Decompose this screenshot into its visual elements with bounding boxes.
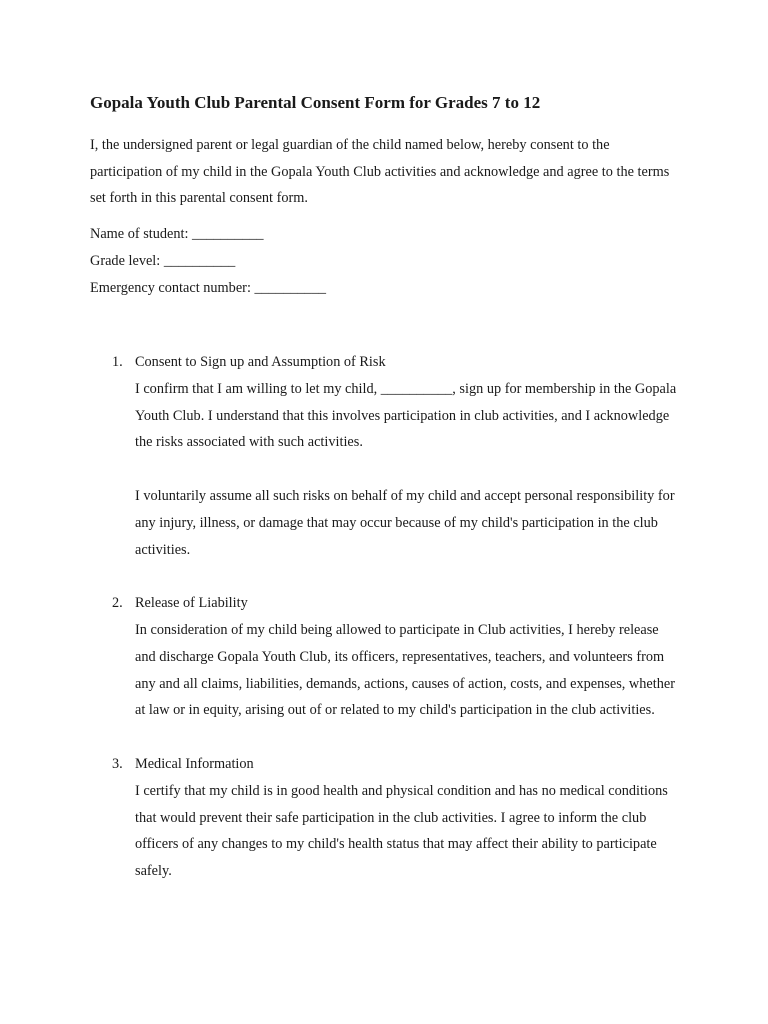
numbered-sections	[90, 349, 680, 885]
grade-level-field	[90, 248, 680, 275]
section-heading: Medical Information	[135, 755, 254, 772]
section-heading: Release of Liability	[135, 595, 248, 612]
section-spacer	[90, 563, 680, 590]
section-paragraph: In consideration of my child being allowed to participate in Club activities, I hereby release and discharge Gopala Youth Club, its officers, representatives, teachers, and volunteers from any and all claims, liabilities, demands, actions, causes of action, costs, and expenses, whether at law or in equity, arising out of or related to my child's participation in the club activities.	[135, 621, 675, 719]
emergency-contact-field	[90, 275, 680, 302]
student-name-blank: __________	[192, 226, 264, 242]
intro-paragraph: I, the undersigned parent or legal guardian of the child named below, hereby consent to the participation of my child in the Gopala Youth Club activities and acknowledge and agree to the terms set forth in this parental consent form.	[90, 137, 670, 206]
paragraph-spacer	[135, 456, 680, 483]
student-info-fields	[90, 221, 680, 302]
section-paragraph: I certify that my child is in good health and physical condition and has no medical conditions that would prevent their safe participation in the club activities. I agree to inform the club officers of any changes to my child's health status that may affect their ability to participate safely.	[135, 782, 668, 880]
emergency-contact-blank: __________	[254, 280, 326, 296]
section-heading: Consent to Sign up and Assumption of Risk	[135, 354, 386, 370]
grade-level-label: Grade level:	[90, 253, 161, 269]
section-number: 1.	[112, 354, 123, 370]
section-consent-risk	[90, 349, 680, 563]
section-number: 2.	[112, 595, 123, 612]
section-number: 3.	[112, 755, 123, 772]
form-title: Gopala Youth Club Parental Consent Form for Grades 7 to 12	[90, 93, 541, 112]
student-name-label: Name of student:	[90, 226, 189, 242]
section-medical-information	[90, 751, 680, 885]
section-paragraph: I voluntarily assume all such risks on behalf of my child and accept personal responsibility for any injury, illness, or damage that may occur because of my child's participation in the club activities.	[135, 487, 675, 558]
grade-level-blank: __________	[163, 253, 236, 269]
student-name-field	[90, 221, 680, 248]
section-paragraph: I confirm that I am willing to let my child, __________, sign up for membership in the Gopala Youth Club. I understand that this involves participation in club activities, and I acknowledge the risks associated with such activities.	[135, 380, 677, 451]
section-spacer	[90, 724, 680, 751]
emergency-contact-label: Emergency contact number:	[90, 280, 251, 296]
section-release-liability	[90, 590, 680, 724]
